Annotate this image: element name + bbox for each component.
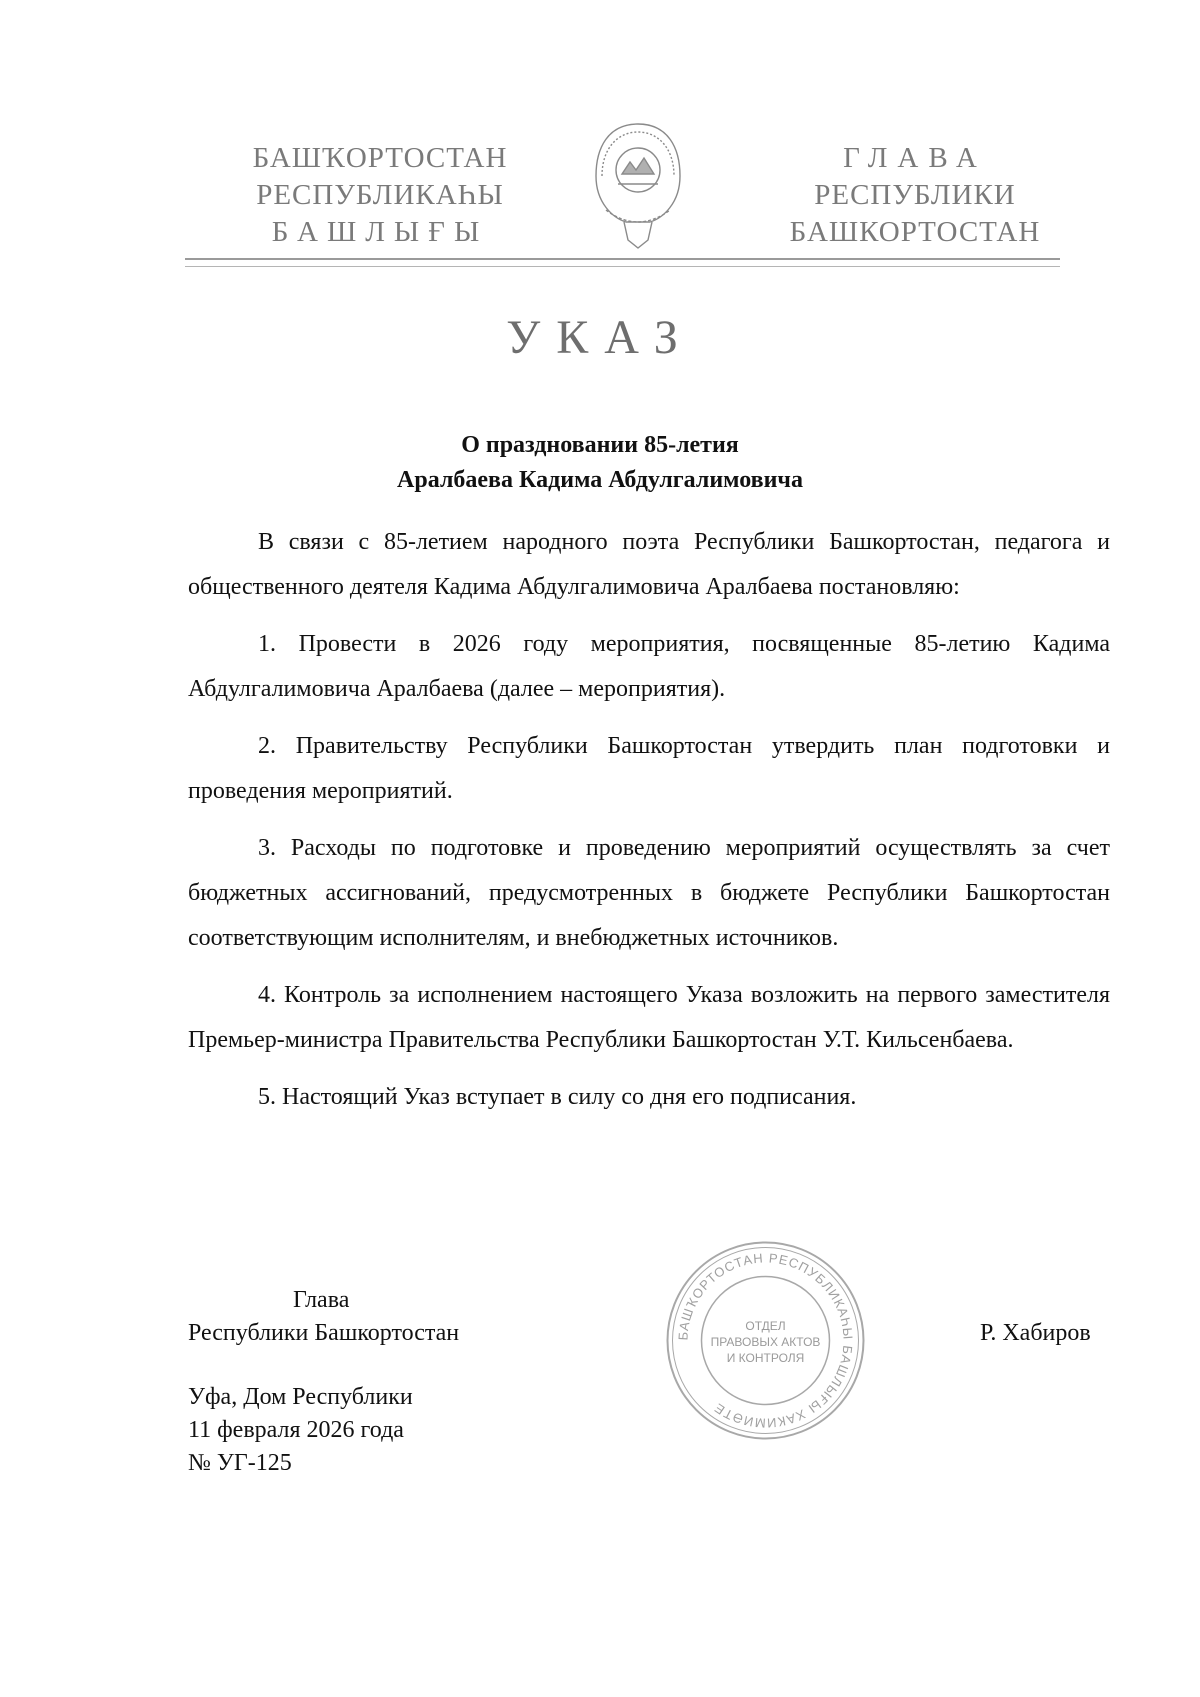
- letterhead-left-line: БАШҠОРТОСТАН: [252, 142, 508, 174]
- letterhead-right-line: БАШКОРТОСТАН: [789, 216, 1041, 248]
- preamble: В связи с 85-летием народного поэта Республики Башкортостан, педагога и общественного деятеля Кадима Абдулгалимовича Аралбаева постановляю:: [188, 529, 1110, 600]
- decree-title-line: О праздновании 85-летия: [461, 432, 739, 458]
- signatory-name: Р. Хабиров: [980, 1320, 1091, 1346]
- decree-title-line: Аралбаева Кадима Абдулгалимовича: [397, 467, 803, 493]
- place-date-number: [188, 1381, 413, 1480]
- date-line: 11 февраля 2026 года: [188, 1417, 404, 1443]
- letterhead-divider: [185, 258, 1060, 267]
- letterhead-right-line: РЕСПУБЛИКИ: [814, 179, 1016, 211]
- stamp-center-line: ОТДЕЛ: [745, 1319, 786, 1333]
- decree-body: [188, 520, 1110, 1132]
- decree-title: [0, 428, 1200, 498]
- stamp-ring-text: БАШҠОРТОСТАН РЕСПУБЛИКАҺЫ БАШЛЫҒЫ ХАКИМИӘТЕ: [675, 1250, 856, 1431]
- decree-item: 5. Настоящий Указ вступает в силу со дня его подписания.: [258, 1084, 857, 1110]
- decree-item: 3. Расходы по подготовке и проведению мероприятий осуществлять за счет бюджетных ассигнований, предусмотренных в бюджете Республики Башкортостан соответствующим исполнителям, и внебюджетных источников.: [188, 835, 1110, 951]
- letterhead-right-line: ГЛАВА: [843, 142, 987, 174]
- stamp-center-line: И КОНТРОЛЯ: [726, 1351, 805, 1365]
- official-stamp: [663, 1238, 868, 1443]
- letterhead-russian: [770, 140, 1060, 251]
- signatory-title: [188, 1284, 459, 1350]
- emblem-icon: [588, 118, 688, 258]
- decree-item: 1. Провести в 2026 году мероприятия, посвященные 85-летию Кадима Абдулгалимовича Аралбаева (далее – мероприятия).: [188, 631, 1110, 702]
- decree-number: № УГ-125: [188, 1450, 292, 1476]
- signatory-title-line: Республики Башкортостан: [188, 1320, 460, 1346]
- signatory-title-line: Глава: [293, 1287, 350, 1313]
- decree-item: 2. Правительству Республики Башкортостан утвердить план подготовки и проведения мероприятий.: [188, 733, 1110, 804]
- letterhead-left-line: БАШЛЫҒЫ: [271, 216, 489, 248]
- stamp-center-line: ПРАВОВЫХ АКТОВ: [710, 1335, 821, 1349]
- place-line: Уфа, Дом Республики: [188, 1384, 413, 1410]
- document-type: УКАЗ: [506, 311, 694, 364]
- letterhead-bashkir: [235, 140, 525, 251]
- decree-item: 4. Контроль за исполнением настоящего Указа возложить на первого заместителя Премьер-министра Правительства Республики Башкортостан У.Т. Кильсенбаева.: [188, 982, 1110, 1053]
- letterhead-left-line: РЕСПУБЛИКАҺЫ: [256, 179, 504, 211]
